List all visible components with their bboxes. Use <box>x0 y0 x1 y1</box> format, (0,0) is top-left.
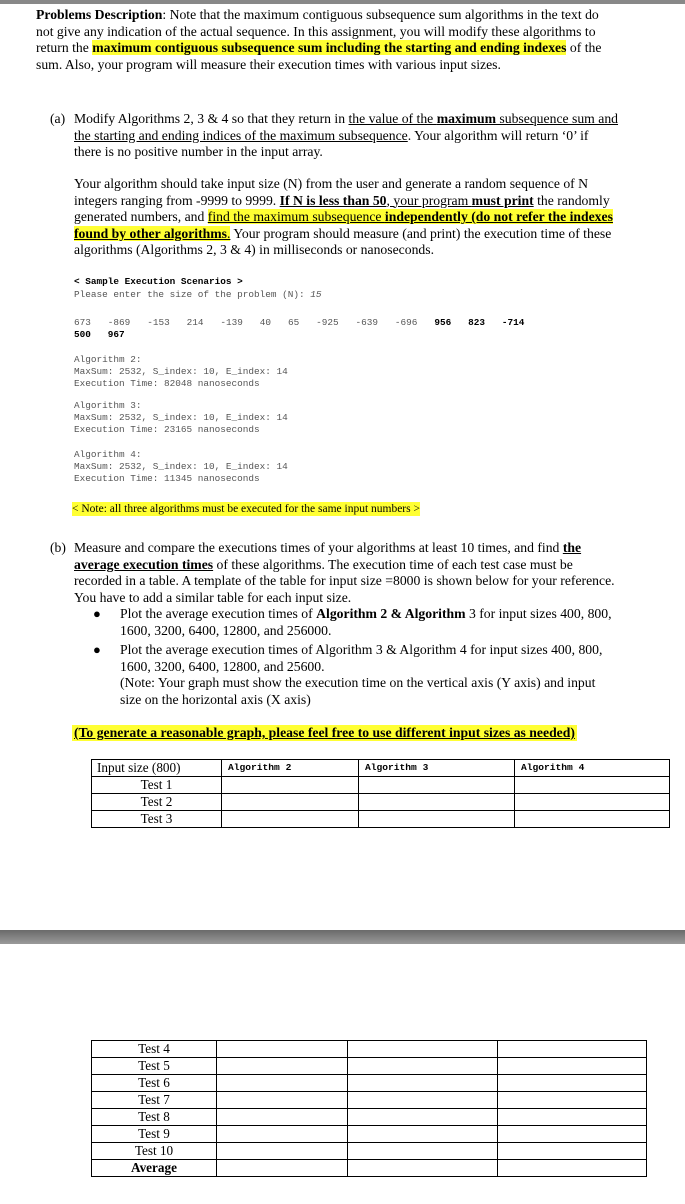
table-row: Test 7 <box>92 1092 647 1109</box>
reasonable-graph-note: (To generate a reasonable graph, please feel free to use different input sizes as needed) <box>74 725 575 740</box>
table-header-row <box>92 760 670 777</box>
execution-times-table-bottom <box>91 1040 647 1177</box>
table-row: Test 4 <box>92 1041 647 1058</box>
bullet-dot-icon: ● <box>93 606 101 621</box>
table-row: Test 3 <box>92 811 670 828</box>
same-input-note: < Note: all three algorithms must be executed for the same input numbers > <box>72 503 420 515</box>
header-algorithm-3: Algorithm 3 <box>359 760 515 777</box>
execution-times-table-top <box>91 759 670 828</box>
table-row: Test 8 <box>92 1109 647 1126</box>
table-row: Test 9 <box>92 1126 647 1143</box>
part-a-label: (a) <box>50 111 66 126</box>
sample-prompt: Please enter the size of the problem (N): 15 <box>74 289 322 300</box>
table-row: Test 1 <box>92 777 670 794</box>
header-input-size: Input size (800) <box>92 760 222 777</box>
table-row: Test 5 <box>92 1058 647 1075</box>
page-1 <box>0 4 685 930</box>
random-numbers-line-1: 673 -869 -153 214 -139 40 65 -925 -639 -696 956 823 -714 <box>74 317 525 328</box>
table-row-average: Average <box>92 1160 647 1177</box>
algorithm-3-result: Algorithm 3: MaxSum: 2532, S_index: 10, E_index: 14 Execution Time: 23165 nanoseconds <box>74 400 288 436</box>
part-b-paragraph: Measure and compare the executions times of your algorithms at least 10 times, and find the average execution times of these algorithms. The execution time of each test case must be recorded in a table. A template of the table for input size =8000 is shown below for your reference. You have to add a similar table for each input size. <box>74 540 615 605</box>
problem-heading: Problems Description <box>36 7 163 22</box>
part-a-paragraph-1: Modify Algorithms 2, 3 & 4 so that they return in the value of the maximum subsequence sum and the starting and ending indices of the maximum subsequence. Your algorithm will return ‘0’ if there is no positive number in the input array. <box>74 111 619 159</box>
page-2 <box>0 944 685 1204</box>
random-numbers-line-2: 500 967 <box>74 329 125 340</box>
algorithm-4-result: Algorithm 4: MaxSum: 2532, S_index: 10, E_index: 14 Execution Time: 11345 nanoseconds <box>74 449 288 485</box>
algorithm-2-result: Algorithm 2: MaxSum: 2532, S_index: 10, E_index: 14 Execution Time: 82048 nanoseconds <box>74 354 288 390</box>
bullet-item-1: ● Plot the average execution times of Algorithm 2 & Algorithm 3 for input sizes 400, 800, 1600, 3200, 6400, 12800, and 256000. <box>93 606 612 638</box>
bullet-dot-icon: ● <box>93 642 101 657</box>
problem-description: Problems Description: Note that the maximum contiguous subsequence sum algorithms in the text do not give any indication of the actual sequence. In this assignment, you will modify these algorithms to return the maximum contiguous subsequence sum including the starting and ending indexes of the sum. Also, your program will measure their execution times with various input sizes. <box>36 7 602 72</box>
header-algorithm-4: Algorithm 4 <box>515 760 670 777</box>
header-algorithm-2: Algorithm 2 <box>222 760 359 777</box>
part-a-paragraph-2: Your algorithm should take input size (N) from the user and generate a random sequence of N integers ranging from -9999 to 9999. If N is less than 50, your program must print the randomly generated numbers, and find the maximum subsequence independently (do not refer the indexes found by other algorithms. Your program should measure (and print) the execution time of these algorithms (Algorithms 2, 3 & 4) in milliseconds or nanoseconds. <box>74 176 613 257</box>
table-row: Test 10 <box>92 1143 647 1160</box>
bullet-item-2: ● Plot the average execution times of Algorithm 3 & Algorithm 4 for input sizes 400, 800, 1600, 3200, 6400, 12800, and 25600. (Note: Your graph must show the execution time on the vertical axis (Y axis) and input size on the horizontal axis (X axis) <box>93 642 603 707</box>
table-row: Test 6 <box>92 1075 647 1092</box>
highlight-max-sum: maximum contiguous subsequence sum including the starting and ending indexes <box>92 40 567 55</box>
page-break <box>0 930 685 944</box>
part-b-label: (b) <box>50 540 66 555</box>
sample-title: < Sample Execution Scenarios > <box>74 276 243 287</box>
table-row: Test 2 <box>92 794 670 811</box>
